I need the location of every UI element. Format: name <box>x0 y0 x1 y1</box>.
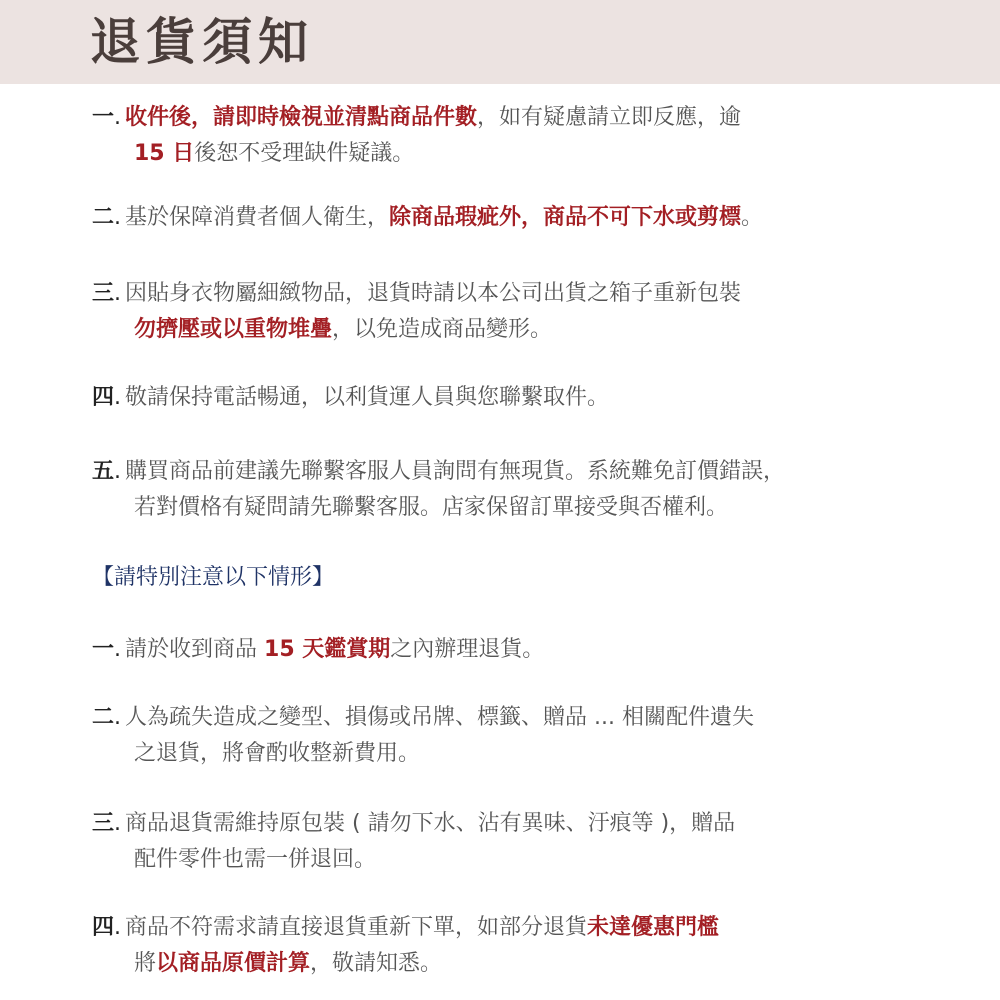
notice-item-5: 五. 購買商品前建議先聯繫客服人員詢問有無現貨。系統難免訂價錯誤， <box>92 459 786 484</box>
attention-item-3: 三. 商品退貨需維持原包裝 ( 請勿下水、沾有異味、汙痕等 )，贈品 <box>92 811 736 836</box>
attention-item-2-line2: 之退貨，將會酌收整新費用。 <box>134 741 421 766</box>
notice-item-5-line2: 若對價格有疑問請先聯繫客服。店家保留訂單接受與否權利。 <box>134 495 729 520</box>
page-title: 退貨須知 <box>90 13 314 71</box>
attention-item-2: 二. 人為疏失造成之變型、損傷或吊牌、標籤、贈品 ... 相關配件遺失 <box>92 705 754 730</box>
attention-item-3-line2: 配件零件也需一併退回。 <box>134 847 377 872</box>
attention-item-4: 四. 商品不符需求請直接退貨重新下單，如部分退貨未達優惠門檻 <box>92 915 720 940</box>
notice-item-1: 一. 收件後，請即時檢視並清點商品件數，如有疑慮請立即反應，逾 <box>92 105 742 130</box>
attention-item-4-line2: 將以商品原價計算，敬請知悉。 <box>134 951 443 976</box>
header-banner <box>0 0 1000 84</box>
section-heading: 【請特別注意以下情形】 <box>92 565 335 590</box>
notice-item-3: 三. 因貼身衣物屬細緻物品，退貨時請以本公司出貨之箱子重新包裝 <box>92 281 742 306</box>
notice-item-3-line2: 勿擠壓或以重物堆疊，以免造成商品變形。 <box>134 317 553 342</box>
notice-item-1-line2: 15 日後恕不受理缺件疑議。 <box>134 141 415 166</box>
notice-item-2: 二. 基於保障消費者個人衛生，除商品瑕疵外，商品不可下水或剪標。 <box>92 205 764 230</box>
attention-item-1: 一. 請於收到商品 15 天鑑賞期之內辦理退貨。 <box>92 637 545 662</box>
notice-item-4: 四. 敬請保持電話暢通，以利貨運人員與您聯繫取件。 <box>92 385 610 410</box>
